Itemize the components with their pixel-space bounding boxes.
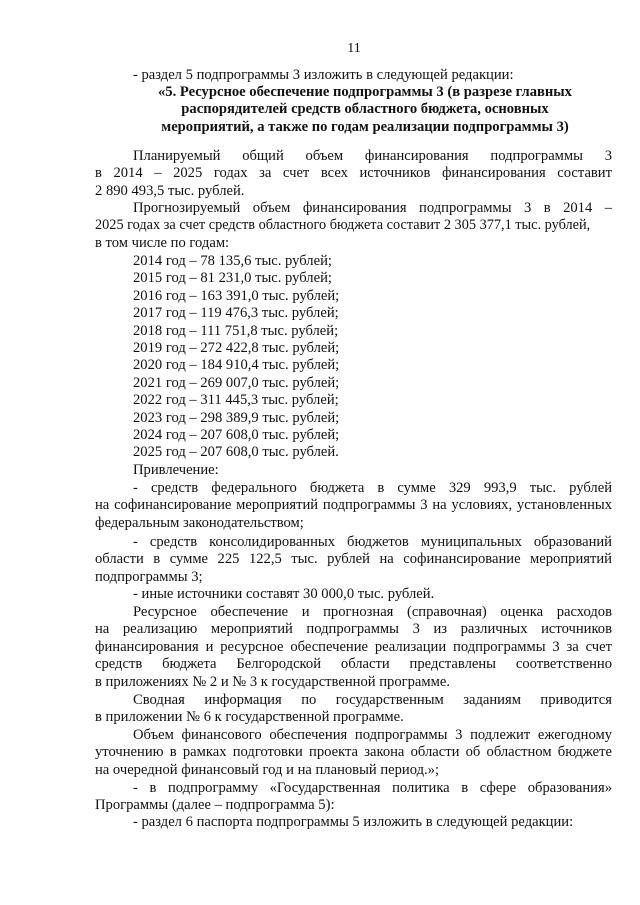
list-item: 2020 год – 184 910,4 тыс. рублей; bbox=[133, 357, 340, 374]
list-item: 2019 год – 272 422,8 тыс. рублей; bbox=[133, 339, 340, 356]
section-heading: «5. Ресурсное обеспечение подпрограммы 3 (в разрезе главных распорядителей средств областного бюджета, основных мероприятий, а также по годам реализации подпрограммы 3) bbox=[158, 84, 572, 135]
list-item: 2023 год – 298 389,9 тыс. рублей; bbox=[133, 409, 340, 426]
paragraph-municipal: - средств консолидированных бюджетов муниципальных образований области в сумме 225 122,5 тыс. рублей на софинансирование мероприятий подпрограммы 3; bbox=[95, 534, 612, 585]
list-item: 2021 год – 269 007,0 тыс. рублей; bbox=[133, 374, 340, 391]
paragraph-other-sources: - иные источники составят 30 000,0 тыс. рублей. bbox=[133, 586, 435, 602]
list-item: 2015 год – 81 231,0 тыс. рублей; bbox=[133, 270, 332, 287]
intro-paragraph bbox=[133, 67, 613, 84]
list-item: 2014 год – 78 135,6 тыс. рублей; bbox=[133, 253, 332, 269]
paragraph-federal: - средств федерального бюджета в сумме 329 993,9 тыс. рублей на софинансирование мероприятий подпрограммы 3 на условиях, установленных федеральным законодательством; bbox=[95, 480, 612, 531]
paragraph-last: - раздел 6 паспорта подпрограммы 5 изложить в следующей редакции: bbox=[133, 814, 574, 830]
attraction-label: Привлечение: bbox=[133, 461, 219, 478]
intro-text: - раздел 5 подпрограммы 3 изложить в следующей редакции: bbox=[133, 67, 514, 83]
list-item: 2022 год – 311 445,3 тыс. рублей; bbox=[133, 392, 339, 409]
list-item: 2017 год – 119 476,3 тыс. рублей; bbox=[133, 305, 339, 322]
list-item: 2018 год – 111 751,8 тыс. рублей; bbox=[133, 322, 339, 339]
paragraph-resource: Ресурсное обеспечение и прогнозная (справочная) оценка расходов на реализацию мероприятий подпрограммы 3 из различных источников финансирования и ресурсное обеспечение реализации подпрограммы 3 за счет средств бюджета Белгородской области представлены соответственно в приложениях № 2 и № 3 к государственной программе. bbox=[95, 604, 612, 690]
year-funding-list bbox=[133, 253, 339, 479]
paragraph-volume: Объем финансового обеспечения подпрограммы 3 подлежит ежегодному уточнению в рамках подготовки проекта закона области об областном бюджете на очередной финансовый год и на плановый период.»; bbox=[95, 727, 612, 778]
list-item: 2016 год – 163 391,0 тыс. рублей; bbox=[133, 287, 340, 304]
paragraph-subprogram-5: - в подпрограмму «Государственная политика в сфере образования» Программы (далее – подпрограмма 5): bbox=[95, 780, 612, 814]
list-item: 2024 год – 207 608,0 тыс. рублей; bbox=[133, 426, 340, 443]
list-item: 2025 год – 207 608,0 тыс. рублей. bbox=[133, 444, 339, 461]
paragraph-forecast-funding: Прогнозируемый объем финансирования подпрограммы 3 в 2014 – 2025 годах за счет средств областного бюджета составит 2 305 377,1 тыс. рублей, в том числе по годам: bbox=[95, 200, 612, 251]
paragraph-summary: Сводная информация по государственным заданиям приводится в приложении № 6 к государственной программе. bbox=[95, 692, 612, 726]
page-number: 11 bbox=[347, 41, 361, 56]
paragraph-planned-funding: Планируемый общий объем финансирования подпрограммы 3 в 2014 – 2025 годах за счет всех источников финансирования составит 2 890 493,5 тыс. рублей. bbox=[95, 148, 612, 199]
